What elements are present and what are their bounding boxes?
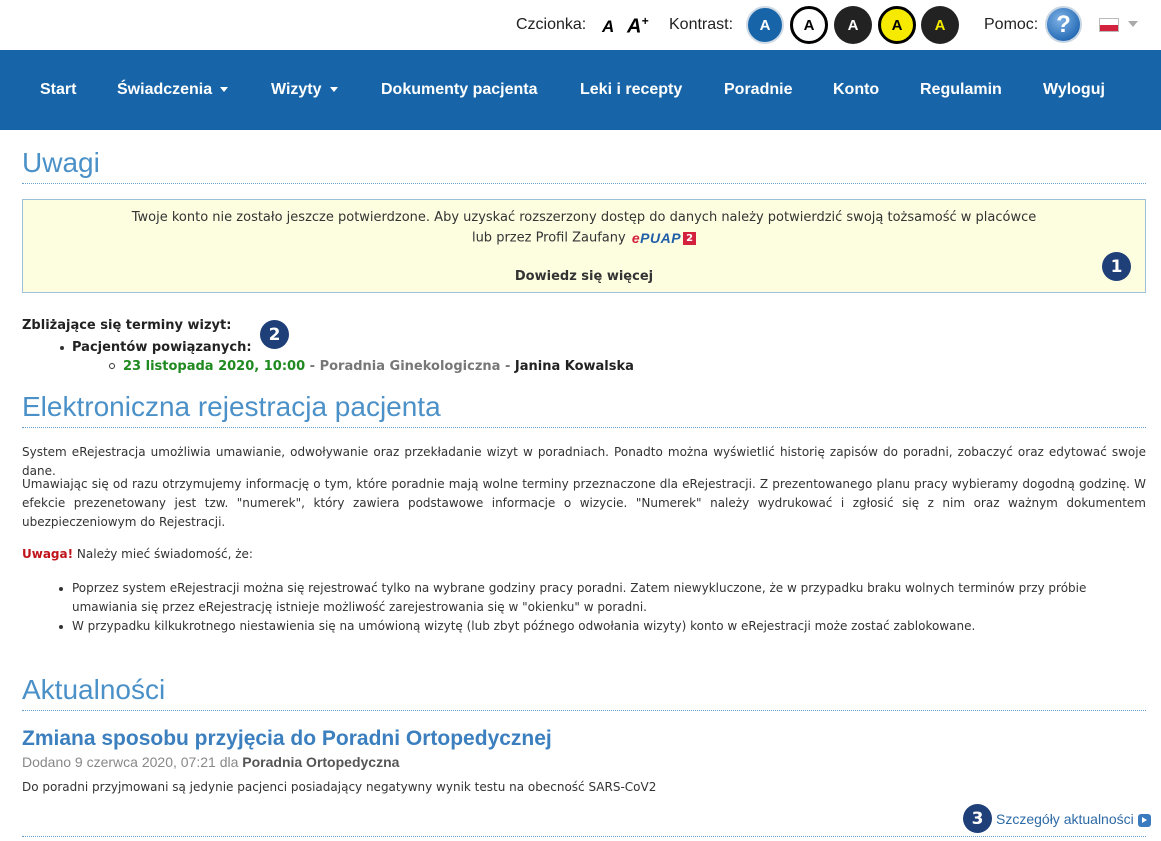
contrast-white-button[interactable]: A <box>790 6 828 44</box>
contrast-black-yellow-button[interactable]: A <box>921 6 959 44</box>
learn-more-link[interactable]: Dowiedz się więcej <box>514 269 654 284</box>
font-large-letter: A <box>627 15 642 38</box>
top-utility-bar <box>0 0 1161 50</box>
visit-separator: - <box>500 359 515 374</box>
news-item-title[interactable]: Zmiana sposobu przyjęcia do Poradni Ortopedycznej <box>22 727 552 750</box>
news-heading: Aktualności <box>22 674 166 705</box>
visit-date: 23 listopada 2020, 10:00 <box>123 359 306 374</box>
font-large-button[interactable] <box>627 14 648 39</box>
nav-regulamin[interactable]: Regulamin <box>920 81 1002 98</box>
main-navbar <box>0 50 1161 130</box>
bullet-dot <box>59 587 63 591</box>
divider <box>22 836 1146 837</box>
chevron-right-icon <box>1138 814 1151 827</box>
callout-badge-3: 3 <box>963 804 992 833</box>
epuap-logo-e: e <box>631 230 641 246</box>
epuap-logo-text <box>632 230 681 246</box>
chevron-down-icon <box>330 87 338 92</box>
divider <box>22 427 1146 428</box>
news-meta-date: Dodano 9 czerwca 2020, 07:21 dla <box>22 754 243 770</box>
polish-flag-icon[interactable] <box>1099 18 1119 32</box>
nav-dokumenty[interactable]: Dokumenty pacjenta <box>381 81 538 98</box>
news-item-body: Do poradni przyjmowani są jedynie pacjenci posiadający negatywny wynik testu na obecność SARS-CoV2 <box>22 780 657 794</box>
nav-konto[interactable]: Konto <box>833 81 880 98</box>
help-label: Pomoc: <box>984 16 1039 33</box>
ereg-warning <box>22 545 1146 564</box>
nav-poradnie[interactable]: Poradnie <box>724 81 793 98</box>
notice-line-1: Twoje konto nie zostało jeszcze potwierdzone. Aby uzyskać rozszerzony dostęp do danych należy potwierdzić swoją tożsamość w placówce <box>131 210 1037 225</box>
epuap-logo-number: 2 <box>683 232 696 245</box>
ereg-paragraph-2: Umawiając się od razu otrzymujemy informację o tym, które poradnie mają wolne terminy przeznaczone dla eRejestracji. Z prezentowanego planu pracy wybieramy dogodną godzinę. W efekcie prezenetowany jest tzw. "numerek", który zawiera podstawowe informacje o wizycie. "Numerek" należy wydrukować i zgłosić się z nim oraz ważnym dokumentem ubezpieczeniowym do Rejestracji. <box>22 477 1146 529</box>
language-dropdown-icon[interactable] <box>1128 21 1138 27</box>
circle-bullet-icon <box>109 363 115 369</box>
bullet-dot <box>60 346 64 350</box>
contrast-black-button[interactable]: A <box>834 6 872 44</box>
news-meta-clinic: Poradnia Ortopedyczna <box>242 754 400 770</box>
warning-label: Uwaga! <box>22 547 74 561</box>
chevron-down-icon <box>220 87 228 92</box>
nav-leki[interactable]: Leki i recepty <box>580 81 683 98</box>
nav-start[interactable]: Start <box>40 81 77 98</box>
epuap-logo[interactable] <box>632 230 696 246</box>
notes-heading: Uwagi <box>22 147 100 178</box>
news-details-label: Szczegóły aktualności <box>996 811 1134 827</box>
visit-clinic: Poradnia Ginekologiczna <box>319 359 501 374</box>
callout-badge-2: 2 <box>260 320 289 349</box>
notice-line-2-text: lub przez Profil Zaufany <box>471 230 626 246</box>
warning-text: Należy mieć świadomość, że: <box>73 547 253 561</box>
nav-wyloguj[interactable]: Wyloguj <box>1043 81 1105 98</box>
divider <box>22 183 1146 184</box>
upcoming-group: Pacjentów powiązanych: <box>72 340 252 355</box>
upcoming-title: Zbliżające się terminy wizyt: <box>22 318 232 333</box>
nav-swiadczenia-label: Świadczenia <box>117 81 213 98</box>
font-size-label: Czcionka: <box>516 16 587 33</box>
ereg-heading: Elektroniczna rejestracja pacjenta <box>22 391 441 422</box>
bullet-dot <box>59 625 63 629</box>
news-details-link[interactable] <box>996 811 1151 827</box>
nav-swiadczenia[interactable] <box>117 81 228 99</box>
upcoming-visit[interactable] <box>123 359 634 374</box>
ereg-bullet-2 <box>72 617 1146 636</box>
news-item-meta <box>22 754 399 770</box>
ereg-bullet-1 <box>72 579 1146 617</box>
callout-badge-1: 1 <box>1102 252 1131 281</box>
contrast-yellow-button[interactable]: A <box>878 6 916 44</box>
visit-separator: - <box>305 359 320 374</box>
nav-wizyty-label: Wizyty <box>271 81 322 98</box>
ereg-bullet-2-text: W przypadku kilkukrotnego niestawienia się na umówioną wizytę (lub zbyt późnego odwołania wizyty) konto w eRejestracji może zostać zablokowane. <box>72 619 976 633</box>
visit-person: Janina Kowalska <box>514 359 634 374</box>
font-normal-button[interactable]: A <box>602 17 615 36</box>
account-notice <box>22 199 1146 293</box>
ereg-bullet-1-text: Poprzez system eRejestracji można się rejestrować tylko na wybrane godziny pracy poradni. Zatem niewykluczone, że w przypadku braku wolnych terminów przy próbie umawiania się przez eRejestrację istnieje możliwość zarejestrowania się w "okienku" w poradni. <box>72 581 1087 614</box>
help-icon[interactable]: ? <box>1045 6 1082 43</box>
font-large-plus: + <box>641 14 649 28</box>
divider <box>22 710 1146 711</box>
notice-line-2 <box>23 230 1145 246</box>
contrast-label: Kontrast: <box>669 16 734 33</box>
epuap-logo-main: PUAP <box>640 230 682 246</box>
nav-wizyty[interactable] <box>271 81 338 99</box>
ereg-paragraph-1: System eRejestracja umożliwia umawianie, odwoływanie oraz przekładanie wizyt w poradniach. Ponadto można wyświetlić historię zapisów do poradni, zobaczyć oraz edytować swoje dane. <box>22 445 1146 478</box>
contrast-blue-button[interactable]: A <box>746 6 784 44</box>
